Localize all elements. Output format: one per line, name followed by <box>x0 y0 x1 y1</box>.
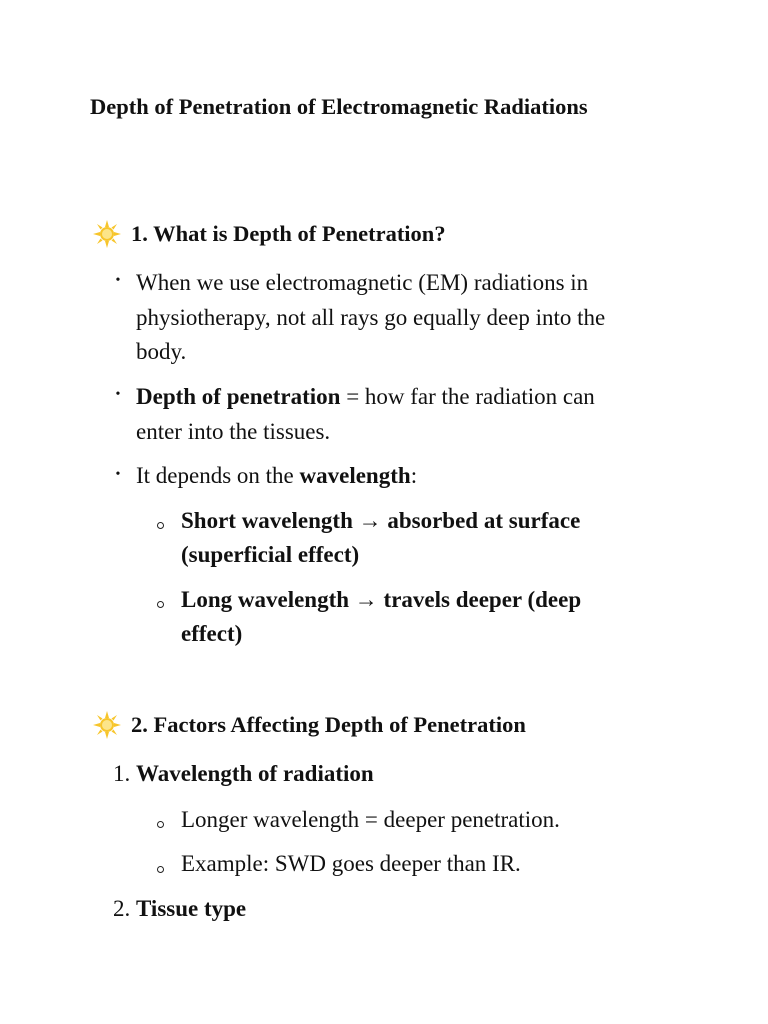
document-title: Depth of Penetration of Electromagnetic Radiations <box>90 94 588 119</box>
sub-2-line-2 <box>181 617 242 651</box>
item-1-number: 1. <box>113 761 131 786</box>
bullet-1-line-1: When we use electromagnetic (EM) radiations in <box>136 270 589 295</box>
circle-bullet-icon <box>157 821 164 828</box>
bullet-2-line-2: enter into the tissues. <box>136 419 331 444</box>
bullet-3-text: It depends on the <box>136 463 300 488</box>
sub-2-line-2-text: effect) <box>181 621 243 646</box>
bullet-2-text: = how far the radiation can <box>340 384 595 409</box>
circle-bullet-icon <box>157 866 164 873</box>
bullet-1-line-3: body. <box>136 339 187 364</box>
sub-1-line-2 <box>181 538 359 572</box>
bullet-dot-icon: • <box>115 387 121 402</box>
sub-1-line-2-text: (superficial effect) <box>181 542 360 567</box>
bullet-3-line <box>136 459 417 493</box>
bullet-3-suffix: : <box>410 463 418 488</box>
item-1-label <box>136 757 374 791</box>
bullet-3-bold-term: wavelength <box>299 463 411 488</box>
section-2-heading-text: 2. Factors Affecting Depth of Penetration <box>131 712 526 737</box>
section-1-heading-text: 1. What is Depth of Penetration? <box>131 221 446 246</box>
bullet-2-bold-term: Depth of penetration <box>136 384 341 409</box>
bullet-2-line-1 <box>136 380 595 414</box>
sun-icon <box>92 710 122 740</box>
item-1-sub-1: Longer wavelength = deeper penetration. <box>181 807 560 832</box>
circle-bullet-icon <box>157 601 164 608</box>
sub-2-line-1 <box>181 583 581 617</box>
bullet-dot-icon: • <box>115 273 121 288</box>
item-2-number: 2. <box>113 896 131 921</box>
section-1-heading <box>92 219 446 249</box>
item-2-label <box>136 892 246 926</box>
bullet-1-line-2: physiotherapy, not all rays go equally deep into the <box>136 305 606 330</box>
sub-1-line-1-text: Short wavelength → absorbed at surface <box>181 508 581 533</box>
item-1-sub-2: Example: SWD goes deeper than IR. <box>181 851 521 876</box>
item-1-label-text: Wavelength of radiation <box>136 761 374 786</box>
sub-1-line-1 <box>181 504 580 538</box>
sub-2-line-1-text: Long wavelength → travels deeper (deep <box>181 587 582 612</box>
bullet-dot-icon: • <box>115 467 121 482</box>
section-2-heading <box>92 710 526 740</box>
circle-bullet-icon <box>157 522 164 529</box>
sun-icon <box>92 219 122 249</box>
item-2-label-text: Tissue type <box>136 896 247 921</box>
